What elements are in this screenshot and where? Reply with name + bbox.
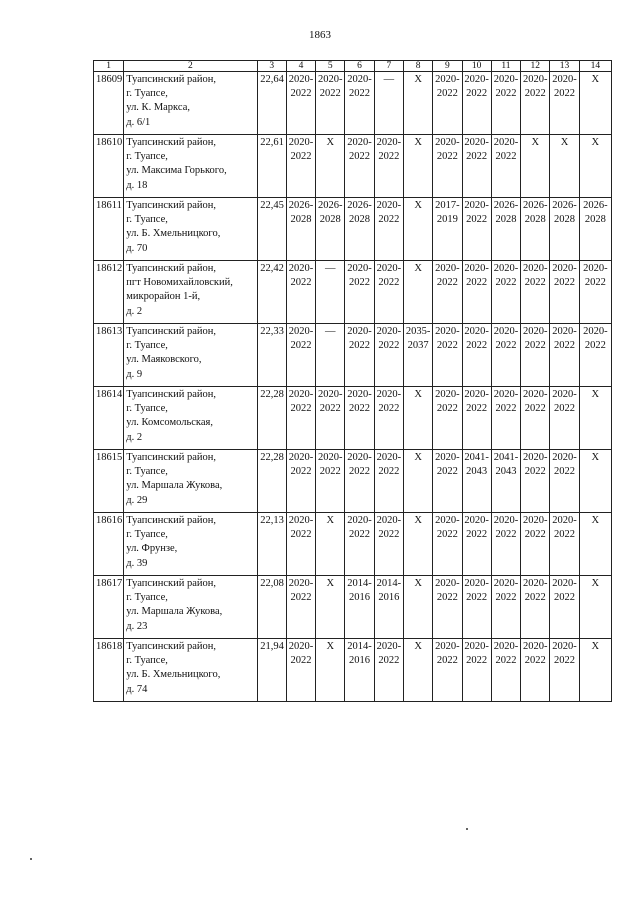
period-value: 2020- 2022 [435, 389, 460, 415]
period-cell [286, 639, 315, 702]
period-cell [286, 261, 315, 324]
period-value: 2020- 2022 [522, 452, 548, 478]
period-value: Х [414, 641, 422, 652]
period-cell [345, 639, 374, 702]
period-cell [403, 576, 432, 639]
period-value: 2020- 2022 [288, 452, 314, 478]
address-cell: Туапсинский район, г. Туапсе, ул. Комсомольская, д. 2 [124, 387, 257, 450]
address-cell: Туапсинский район, пгт Новомихайловский, микрорайон 1-й, д. 2 [124, 261, 257, 324]
period-value: 2020- 2022 [493, 74, 519, 100]
period-value: Х [326, 578, 335, 589]
period-value: Х [414, 74, 422, 85]
period-cell [374, 198, 403, 261]
period-value: 2020- 2022 [376, 641, 402, 667]
period-value: 2020- 2022 [552, 578, 577, 604]
period-cell [579, 324, 611, 387]
record-number: 18615 [94, 450, 124, 513]
period-cell [286, 198, 315, 261]
period-value: 2020- 2022 [376, 515, 402, 541]
period-cell [550, 450, 579, 513]
period-value: 2020- 2022 [435, 326, 460, 352]
period-value: 2041- 2043 [493, 452, 519, 478]
area-cell: 22,61 [257, 135, 286, 198]
table-row [94, 450, 612, 513]
period-cell [550, 72, 579, 135]
period-cell [433, 387, 462, 450]
period-cell [491, 513, 520, 576]
area-cell: 22,42 [257, 261, 286, 324]
period-cell [374, 513, 403, 576]
period-value: 2026- 2028 [522, 200, 548, 226]
period-cell [521, 513, 550, 576]
period-value: 2014- 2016 [347, 641, 372, 667]
period-cell [550, 639, 579, 702]
register-table [93, 60, 612, 702]
period-cell [403, 513, 432, 576]
area-cell: 22,28 [257, 450, 286, 513]
column-number: 4 [286, 61, 315, 72]
period-cell [286, 72, 315, 135]
period-value: Х [531, 137, 540, 148]
period-value: Х [591, 641, 600, 652]
address-cell: Туапсинский район, г. Туапсе, ул. К. Маркса, д. 6/1 [124, 72, 257, 135]
table-row [94, 639, 612, 702]
period-cell [403, 324, 432, 387]
period-value: 2020- 2022 [493, 389, 519, 415]
period-cell [433, 324, 462, 387]
period-cell [579, 513, 611, 576]
period-value: 2020- 2022 [493, 641, 519, 667]
table-row [94, 198, 612, 261]
period-cell [579, 198, 611, 261]
period-cell [521, 135, 550, 198]
period-value: 2020- 2022 [376, 389, 402, 415]
area-cell: 21,94 [257, 639, 286, 702]
period-cell [316, 135, 345, 198]
address-cell: Туапсинский район, г. Туапсе, ул. Маршала Жукова, д. 29 [124, 450, 257, 513]
period-value: 2020- 2022 [288, 74, 314, 100]
period-value: 2020- 2022 [288, 515, 314, 541]
period-value: — [325, 326, 336, 337]
period-cell [491, 576, 520, 639]
period-cell [286, 576, 315, 639]
period-cell [579, 450, 611, 513]
period-value: 2020- 2022 [522, 515, 548, 541]
period-value: 2020- 2022 [435, 137, 460, 163]
period-cell [345, 72, 374, 135]
period-cell [433, 450, 462, 513]
period-value: 2020- 2022 [493, 326, 519, 352]
period-cell [462, 324, 491, 387]
period-value: Х [414, 578, 422, 589]
period-value: 2020- 2022 [552, 326, 577, 352]
period-value: Х [591, 452, 600, 463]
column-number: 14 [579, 61, 611, 72]
period-cell [286, 513, 315, 576]
period-value: 2020- 2022 [347, 74, 372, 100]
area-cell: 22,33 [257, 324, 286, 387]
period-cell [374, 72, 403, 135]
period-value: 2020- 2022 [318, 452, 343, 478]
column-number: 9 [433, 61, 462, 72]
column-number: 12 [521, 61, 550, 72]
period-cell [403, 387, 432, 450]
period-value: 2020- 2022 [464, 74, 489, 100]
period-value: 2020- 2022 [493, 137, 519, 163]
period-cell [521, 324, 550, 387]
period-value: 2020- 2022 [288, 578, 314, 604]
period-cell [345, 450, 374, 513]
period-value: 2020- 2022 [435, 578, 460, 604]
column-number-row [94, 61, 612, 72]
column-number: 1 [94, 61, 124, 72]
period-value: 2020- 2022 [493, 263, 519, 289]
period-cell [491, 135, 520, 198]
period-cell [491, 387, 520, 450]
period-cell [550, 135, 579, 198]
period-value: 2026- 2028 [318, 200, 343, 226]
period-cell [550, 513, 579, 576]
period-value: 2020- 2022 [376, 200, 402, 226]
period-cell [462, 639, 491, 702]
period-cell [462, 135, 491, 198]
period-cell [550, 198, 579, 261]
period-value: 2020- 2022 [493, 515, 519, 541]
period-cell [462, 513, 491, 576]
period-value: 2020- 2022 [552, 452, 577, 478]
period-cell [345, 198, 374, 261]
column-number: 11 [491, 61, 520, 72]
period-cell [491, 72, 520, 135]
period-cell [374, 576, 403, 639]
period-cell [403, 450, 432, 513]
record-number: 18612 [94, 261, 124, 324]
period-value: 2020- 2022 [552, 641, 577, 667]
column-number: 10 [462, 61, 491, 72]
period-value: 2020- 2022 [288, 137, 314, 163]
period-value: 2020- 2022 [583, 326, 608, 352]
period-value: 2026- 2028 [583, 200, 608, 226]
period-cell [491, 639, 520, 702]
address-cell: Туапсинский район, г. Туапсе, ул. Б. Хмельницкого, д. 70 [124, 198, 257, 261]
column-number: 13 [550, 61, 579, 72]
area-cell: 22,13 [257, 513, 286, 576]
period-value: 2020- 2022 [464, 137, 489, 163]
period-value: 2026- 2028 [347, 200, 372, 226]
period-cell [462, 387, 491, 450]
address-cell: Туапсинский район, г. Туапсе, ул. Фрунзе, д. 39 [124, 513, 257, 576]
period-value: 2020- 2022 [318, 74, 343, 100]
period-value: — [325, 263, 336, 274]
period-value: 2020- 2022 [435, 641, 460, 667]
table-row [94, 387, 612, 450]
period-value: 2020- 2022 [288, 389, 314, 415]
period-value: Х [414, 263, 422, 274]
period-value: Х [326, 641, 335, 652]
period-value: 2020- 2022 [288, 641, 314, 667]
period-value: Х [591, 389, 600, 400]
period-value: 2026- 2028 [288, 200, 314, 226]
period-value: 2020- 2022 [464, 389, 489, 415]
period-value: Х [560, 137, 569, 148]
period-cell [462, 72, 491, 135]
column-number: 5 [316, 61, 345, 72]
period-cell [491, 324, 520, 387]
period-value: Х [414, 515, 422, 526]
period-value: 2020- 2022 [435, 452, 460, 478]
period-value: Х [591, 74, 600, 85]
period-value: 2020- 2022 [288, 263, 314, 289]
period-value: 2020- 2022 [552, 389, 577, 415]
period-cell [521, 72, 550, 135]
period-value: 2041- 2043 [464, 452, 489, 478]
area-cell: 22,08 [257, 576, 286, 639]
period-value: Х [591, 137, 600, 148]
record-number: 18611 [94, 198, 124, 261]
area-cell: 22,28 [257, 387, 286, 450]
period-value: 2020- 2022 [552, 515, 577, 541]
period-cell [374, 450, 403, 513]
period-cell [316, 261, 345, 324]
period-value: Х [326, 515, 335, 526]
period-value: 2020- 2022 [583, 263, 608, 289]
period-cell [491, 450, 520, 513]
period-value: 2020- 2022 [347, 326, 372, 352]
period-cell [374, 261, 403, 324]
record-number: 18618 [94, 639, 124, 702]
period-cell [579, 135, 611, 198]
period-cell [286, 387, 315, 450]
period-value: 2020- 2022 [522, 389, 548, 415]
period-value: 2020- 2022 [435, 263, 460, 289]
period-value: 2017- 2019 [435, 200, 460, 226]
period-value: Х [591, 515, 600, 526]
period-cell [462, 198, 491, 261]
address-cell: Туапсинский район, г. Туапсе, ул. Б. Хмельницкого, д. 74 [124, 639, 257, 702]
table-row [94, 72, 612, 135]
column-number: 3 [257, 61, 286, 72]
period-cell [374, 324, 403, 387]
period-value: 2020- 2022 [552, 74, 577, 100]
period-cell [433, 261, 462, 324]
period-cell [374, 135, 403, 198]
period-cell [316, 387, 345, 450]
period-value: 2020- 2022 [522, 578, 548, 604]
period-cell [316, 72, 345, 135]
period-cell [433, 135, 462, 198]
period-value: Х [414, 389, 422, 400]
period-cell [374, 639, 403, 702]
table-row [94, 135, 612, 198]
period-cell [521, 576, 550, 639]
period-cell [433, 513, 462, 576]
period-cell [374, 387, 403, 450]
record-number: 18614 [94, 387, 124, 450]
period-value: 2020- 2022 [464, 641, 489, 667]
period-value: Х [326, 137, 335, 148]
period-value: 2020- 2022 [464, 326, 489, 352]
period-cell [579, 639, 611, 702]
table-row [94, 261, 612, 324]
period-value: 2020- 2022 [493, 578, 519, 604]
period-value: 2026- 2028 [493, 200, 519, 226]
period-cell [286, 450, 315, 513]
period-value: Х [414, 137, 422, 148]
column-number: 6 [345, 61, 374, 72]
period-value: 2020- 2022 [347, 137, 372, 163]
period-cell [579, 261, 611, 324]
period-cell [433, 639, 462, 702]
period-cell [316, 198, 345, 261]
period-cell [491, 261, 520, 324]
period-cell [316, 450, 345, 513]
period-value: 2035- 2037 [405, 326, 431, 352]
period-cell [433, 576, 462, 639]
period-value: 2014- 2016 [347, 578, 372, 604]
address-cell: Туапсинский район, г. Туапсе, ул. Маяковского, д. 9 [124, 324, 257, 387]
table-row [94, 576, 612, 639]
address-cell: Туапсинский район, г. Туапсе, ул. Маршала Жукова, д. 23 [124, 576, 257, 639]
period-value: 2020- 2022 [288, 326, 314, 352]
column-number: 8 [403, 61, 432, 72]
period-cell [550, 387, 579, 450]
period-cell [521, 450, 550, 513]
period-cell [345, 576, 374, 639]
period-cell [286, 324, 315, 387]
period-cell [579, 387, 611, 450]
period-value: 2020- 2022 [376, 263, 402, 289]
period-value: 2020- 2022 [376, 452, 402, 478]
period-value: 2020- 2022 [318, 389, 343, 415]
period-cell [521, 639, 550, 702]
period-value: 2020- 2022 [376, 137, 402, 163]
period-cell [579, 576, 611, 639]
period-value: Х [414, 452, 422, 463]
period-cell [462, 576, 491, 639]
scan-speck [466, 828, 468, 830]
period-value: 2020- 2022 [347, 515, 372, 541]
period-cell [403, 261, 432, 324]
period-value: 2020- 2022 [347, 263, 372, 289]
period-value: 2020- 2022 [552, 263, 577, 289]
period-cell [462, 261, 491, 324]
table-row [94, 513, 612, 576]
period-cell [316, 324, 345, 387]
address-cell: Туапсинский район, г. Туапсе, ул. Максима Горького, д. 18 [124, 135, 257, 198]
table-row [94, 324, 612, 387]
period-value: 2020- 2022 [522, 74, 548, 100]
period-value: 2020- 2022 [464, 200, 489, 226]
scan-speck [30, 858, 32, 860]
period-cell [433, 72, 462, 135]
column-number: 2 [124, 61, 257, 72]
period-value: 2020- 2022 [347, 389, 372, 415]
period-cell [550, 576, 579, 639]
period-cell [462, 450, 491, 513]
period-cell [345, 513, 374, 576]
area-cell: 22,64 [257, 72, 286, 135]
period-value: 2026- 2028 [552, 200, 577, 226]
record-number: 18617 [94, 576, 124, 639]
period-value: 2020- 2022 [347, 452, 372, 478]
period-value: 2020- 2022 [522, 326, 548, 352]
period-cell [345, 387, 374, 450]
period-cell [550, 324, 579, 387]
period-cell [550, 261, 579, 324]
period-cell [345, 324, 374, 387]
area-cell: 22,45 [257, 198, 286, 261]
period-cell [491, 198, 520, 261]
period-value: — [383, 74, 395, 85]
period-value: 2020- 2022 [522, 263, 548, 289]
period-cell [316, 576, 345, 639]
period-cell [579, 72, 611, 135]
period-value: 2020- 2022 [464, 263, 489, 289]
period-cell [403, 639, 432, 702]
period-cell [316, 513, 345, 576]
period-value: 2020- 2022 [376, 326, 402, 352]
column-number: 7 [374, 61, 403, 72]
period-value: 2020- 2022 [435, 74, 460, 100]
period-value: 2020- 2022 [464, 515, 489, 541]
period-value: 2020- 2022 [522, 641, 548, 667]
period-cell [403, 72, 432, 135]
period-cell [433, 198, 462, 261]
period-value: 2020- 2022 [464, 578, 489, 604]
period-cell [345, 135, 374, 198]
record-number: 18609 [94, 72, 124, 135]
record-number: 18613 [94, 324, 124, 387]
period-cell [286, 135, 315, 198]
period-cell [403, 135, 432, 198]
period-value: 2020- 2022 [435, 515, 460, 541]
record-number: 18616 [94, 513, 124, 576]
period-cell [521, 261, 550, 324]
record-number: 18610 [94, 135, 124, 198]
period-value: 2014- 2016 [376, 578, 402, 604]
period-cell [521, 387, 550, 450]
period-value: Х [591, 578, 600, 589]
period-cell [316, 639, 345, 702]
period-cell [521, 198, 550, 261]
period-cell [345, 261, 374, 324]
page-number: 1863 [309, 29, 331, 41]
period-cell [403, 198, 432, 261]
period-value: Х [414, 200, 422, 211]
